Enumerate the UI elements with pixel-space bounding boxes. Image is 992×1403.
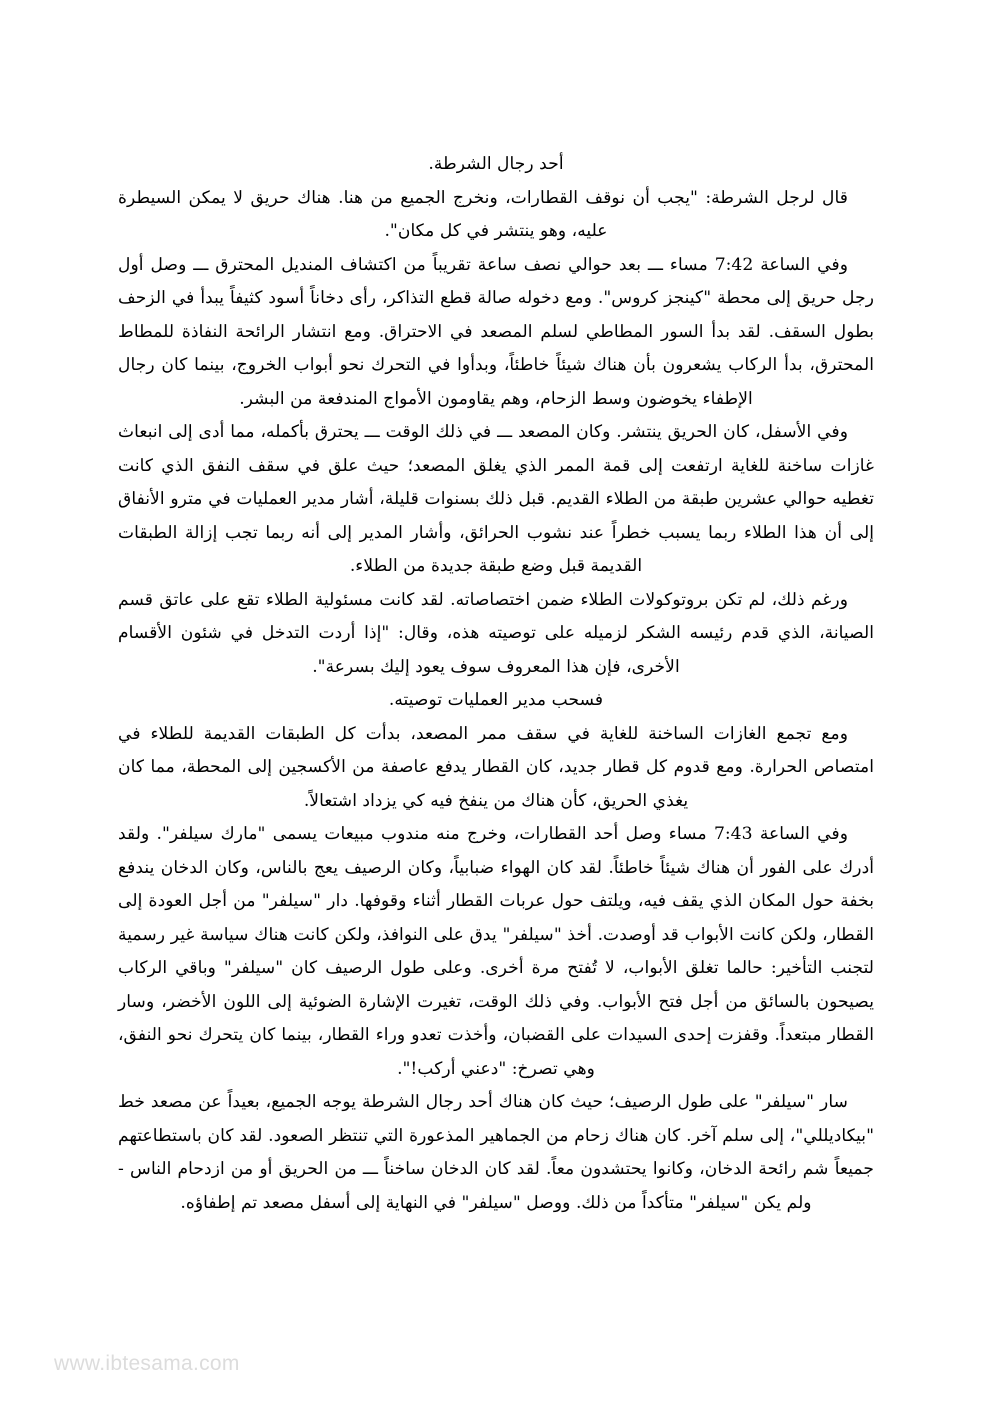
document-text-column [118,148,874,1220]
paragraph-8: وفي الساعة 7:43 مساء وصل أحد القطارات، وخرج منه مندوب مبيعات يسمى "مارك سيلفر". ولقد أدرك على الفور أن هناك شيئاً خاطئاً. لقد كان الهواء ضبابياً، وكان الرصيف يعج بالناس، وكان الدخان يندفع بخفة حول المكان الذي يقف فيه، ويلتف حول عربات القطار أثناء وقوفها. دار "سيلفر" من أجل العودة إلى القطار، ولكن كانت الأبواب قد أوصدت. أخذ "سيلفر" يدق على النوافذ، ولكن كانت هناك سياسة غير رسمية لتجنب التأخير: حالما تغلق الأبواب، لا تُفتح مرة أخرى. وعلى طول الرصيف كان "سيلفر" وباقي الركاب يصيحون بالسائق من أجل فتح الأبواب. وفي ذلك الوقت، تغيرت الإشارة الضوئية إلى اللون الأخضر، وسار القطار مبتعداً. وقفزت إحدى السيدات على القضبان، وأخذت تعدو وراء القطار، بينما كان يتحرك نحو النفق، وهي تصرخ: "دعني أركب!". [118,824,874,1079]
paragraph-9: سار "سيلفر" على طول الرصيف؛ حيث كان هناك أحد رجال الشرطة يوجه الجميع، بعيداً عن مصعد خط "بيكاديللي"، إلى سلم آخر. كان هناك زحام من الجماهير المذعورة التي تنتظر الصعود. لقد كان باستطاعتهم جميعاً شم رائحة الدخان، وكانوا يحتشدون معاً. لقد كان الدخان ساخناً ـــ من الحريق أو من ازدحام الناس - ولم يكن "سيلفر" متأكداً من ذلك. ووصل "سيلفر" في النهاية إلى أسفل مصعد تم إطفاؤه. [118,1092,874,1213]
paragraph-3: وفي الساعة 7:42 مساء ـــ بعد حوالي نصف ساعة تقريباً من اكتشاف المنديل المحترق ـــ وصل أول رجل حريق إلى محطة "كينجز كروس". ومع دخوله صالة قطع التذاكر، رأى دخاناً أسود كثيفاً يبدأ في الزحف بطول السقف. لقد بدأ السور المطاطي لسلم المصعد في الاحتراق. ومع انتشار الرائحة النفاذة للمطاط المحترق، بدأ الركاب يشعرون بأن هناك شيئاً خاطئاً، وبدأوا في التحرك نحو أبواب الخروج، بينما كان رجال الإطفاء يخوضون وسط الزحام، وهم يقاومون الأمواج المندفعة من البشر. [118,254,874,409]
paragraph-7: ومع تجمع الغازات الساخنة للغاية في سقف ممر المصعد، بدأت كل الطبقات القديمة للطلاء في امتصاص الحرارة. ومع قدوم كل قطار جديد، كان القطار يدفع عاصفة من الأكسجين إلى المحطة، مما كان يغذي الحريق، كأن هناك من ينفخ فيه كي يزداد اشتعالاً. [118,723,874,811]
paragraph-4: وفي الأسفل، كان الحريق ينتشر. وكان المصعد ـــ في ذلك الوقت ـــ يحترق بأكمله، مما أدى إلى انبعاث غازات ساخنة للغاية ارتفعت إلى قمة الممر الذي يغلق المصعد؛ حيث علق في سقف النفق الذي كانت تغطيه حوالي عشرين طبقة من الطلاء القديم. قبل ذلك بسنوات قليلة، أشار مدير العمليات في مترو الأنفاق إلى أن هذا الطلاء ربما يسبب خطراً عند نشوب الحرائق، وأشار المدير إلى أنه ربما تجب إزالة الطبقات القديمة قبل وضع طبقة جديدة من الطلاء. [118,422,874,576]
paragraph-6: فسحب مدير العمليات توصيته. [388,690,604,710]
site-watermark: www.ibtesama.com [54,1352,240,1375]
paragraph-5: ورغم ذلك، لم تكن بروتوكولات الطلاء ضمن اختصاصاته. لقد كانت مسئولية الطلاء تقع على عاتق قسم الصيانة، الذي قدم رئيسه الشكر لزميله على توصيته هذه، وقال: "إذا أردت التدخل في شئون الأقسام الأخرى، فإن هذا المعروف سوف يعود إليك بسرعة". [118,589,874,677]
paragraph-2: قال لرجل الشرطة: "يجب أن نوقف القطارات، ونخرج الجميع من هنا. هناك حريق لا يمكن السيطرة عليه، وهو ينتشر في كل مكان". [118,187,848,241]
paragraph-1: أحد رجال الشرطة. [428,154,564,174]
